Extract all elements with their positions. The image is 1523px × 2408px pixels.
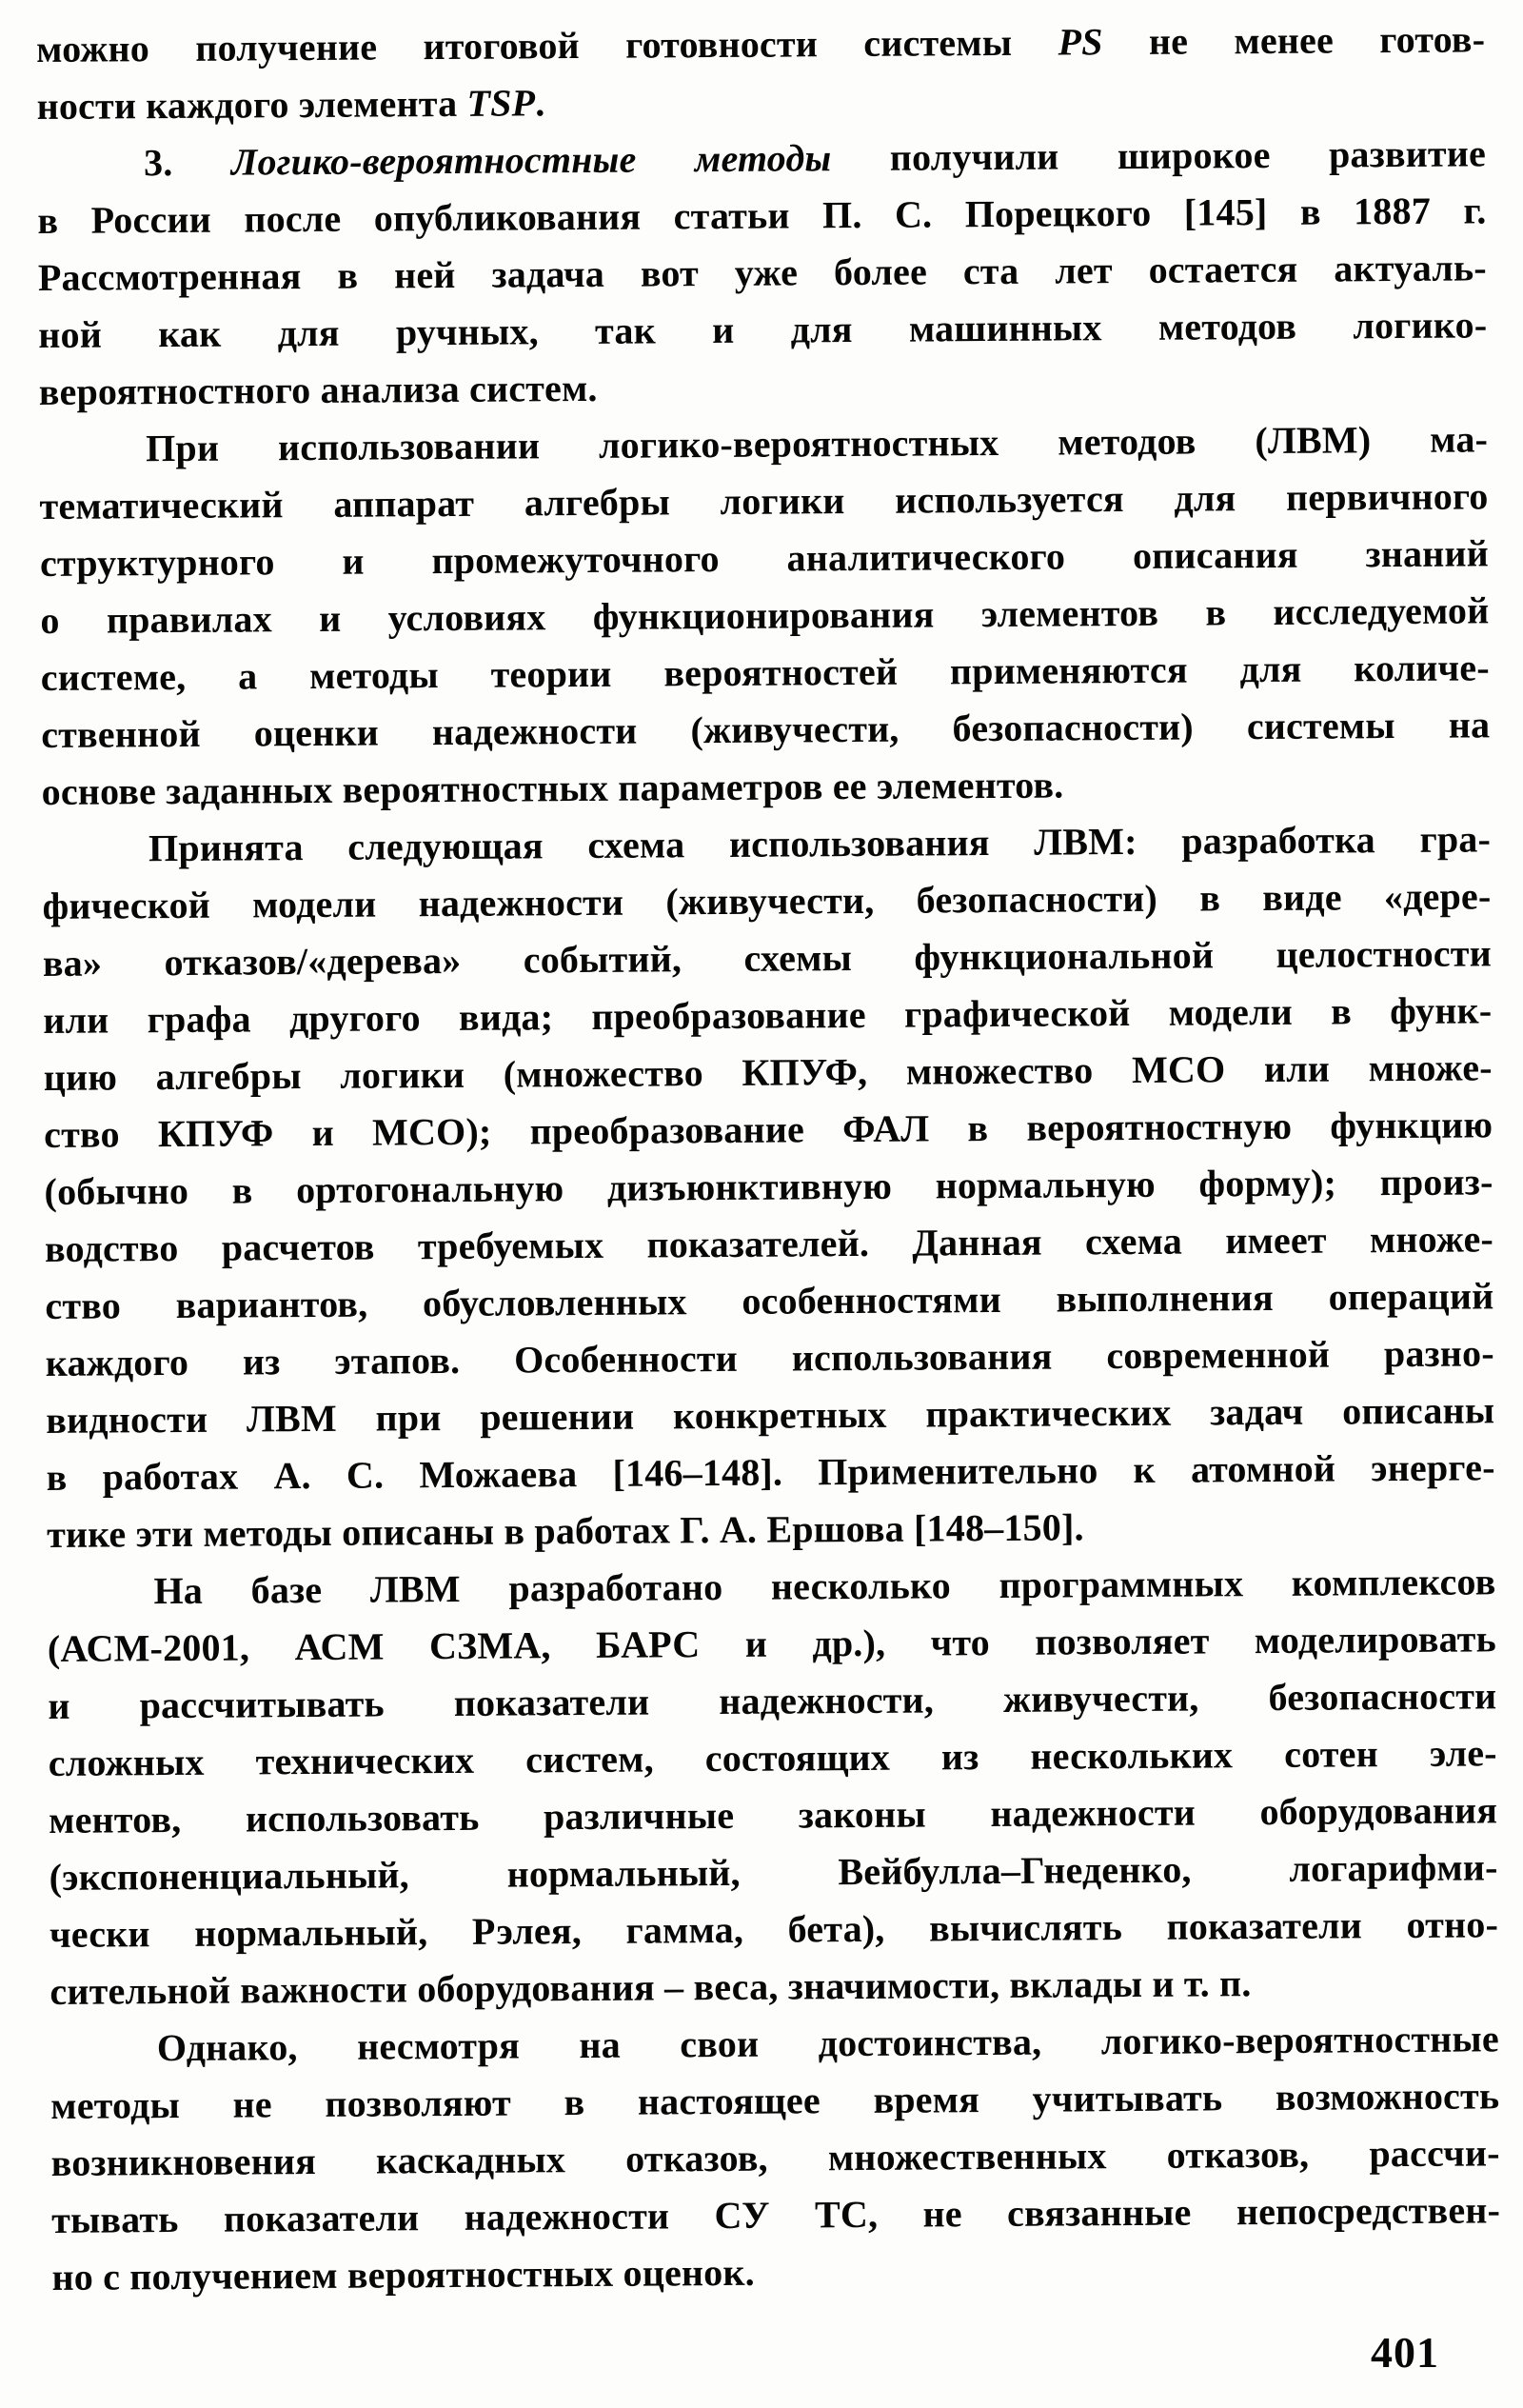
body-text: 3. [143,140,232,185]
body-text: Рассмотренная в ней задача вот уже более ста лет остается актуаль- [37,246,1488,299]
page-text [36,10,1501,2306]
body-text: но с получением вероятностных оценок. [51,2250,756,2299]
text-line [49,1896,1498,1963]
text-line [44,1039,1493,1106]
body-text: каждого из этапов. Особенности использования современной разно- [45,1331,1494,1384]
body-text: тывать показатели надежности СУ ТС, не связанные непосредствен- [50,2188,1501,2241]
body-text: водство расчетов требуемых показателей. Данная схема имеет множе- [44,1217,1494,1270]
body-text: Принята следующая схема использования ЛВМ: разработка гра- [148,817,1492,870]
body-text: в России после опубликования статьи П. С. Порецкого [145] в 1887 г. [37,189,1487,242]
body-text: ной как для ручных, так и для машинных методов логико- [38,303,1488,356]
body-text: Однако, несмотря на свои достоинства, логико-вероятностные [156,2017,1499,2070]
text-line [38,239,1487,307]
text-line [40,525,1489,592]
body-text: возникновения каскадных отказов, множественных отказов, рассчи- [50,2131,1500,2184]
body-text: ности каждого элемента [36,81,467,128]
body-text: методы не позволяют в настоящее время учитывать возможность [50,2074,1500,2127]
text-line [42,867,1491,935]
text-line [48,1667,1496,1735]
text-line [38,296,1487,364]
body-text: чески нормальный, Рэлея, гамма, бета), вычислять показатели отно- [49,1902,1499,1956]
emphasis-text: TSP [466,81,536,125]
body-text: (обычно в ортогональную дизъюнктивную нормальную форму); произ- [44,1160,1493,1213]
body-text: ва» отказов/«дерева» событий, схемы функциональной целостности [42,931,1493,985]
text-line [49,1724,1497,1792]
text-line [43,982,1492,1049]
text-line [46,1439,1494,1506]
paragraph [37,125,1488,421]
text-line [39,468,1488,535]
body-text: тике эти методы описаны в работах Г. А. Ершова [148–150]. [46,1505,1084,1556]
page-number: 401 [1371,2328,1439,2377]
body-text: ство КПУФ и МСО); преобразование ФАЛ в вероятностную функцию [44,1103,1493,1156]
text-line [41,639,1490,706]
body-text: сложных технических систем, состоящих из нескольких сотен эле- [48,1731,1497,1784]
paragraph [42,810,1495,1563]
body-text: о правилах и условиях функционирования элементов в исследуемой [40,588,1490,642]
text-line [51,2239,1500,2306]
body-text: системе, а методы теории вероятностей применяются для количе- [40,646,1490,699]
text-line [37,125,1486,192]
paragraph [50,2010,1501,2306]
body-text: фической модели надежности (живучести, безопасности) в виде «дере- [42,874,1492,927]
text-line [45,1267,1493,1335]
paragraph [36,10,1486,135]
body-text: и рассчитывать показатели надежности, живучести, безопасности [48,1674,1497,1727]
emphasis-text: Логико-вероятностные методы [230,136,832,184]
text-line [48,1610,1496,1678]
paragraph [47,1553,1498,2020]
paragraph [39,410,1491,821]
text-line [49,1839,1497,1906]
text-line [50,2010,1499,2078]
text-line [49,1953,1498,2020]
text-line [39,410,1488,478]
body-text: или графа другого вида; преобразование графической модели в функ- [43,988,1493,1042]
text-line [40,582,1489,649]
body-text: получили широкое развитие [831,131,1487,180]
text-line [37,182,1486,249]
body-text: не менее готов- [1102,17,1486,64]
body-text: структурного и промежуточного аналитического описания знаний [39,531,1490,585]
text-line [47,1496,1495,1563]
text-line [44,1096,1493,1164]
body-text: . [535,81,545,125]
text-line [50,2067,1499,2135]
body-text: основе заданных вероятностных параметров ее элементов. [41,763,1064,813]
body-text: ство вариантов, обусловленных особенностями выполнения операций [45,1274,1494,1327]
body-text: При использовании логико-вероятностных методов (ЛВМ) ма- [145,417,1489,470]
body-text: можно получение итоговой готовности системы [36,20,1058,70]
text-line [49,1781,1497,1849]
text-line [39,353,1488,421]
text-line [47,1553,1495,1621]
text-line [45,1210,1493,1278]
text-line [41,753,1490,821]
text-line [42,810,1491,878]
text-line [44,1153,1493,1221]
body-text: вероятностного анализа систем. [38,366,598,413]
text-line [46,1382,1494,1449]
body-text: цию алгебры логики (множество КПУФ, множество МСО или множе- [43,1045,1493,1099]
body-text: тематический аппарат алгебры логики используется для первичного [39,474,1489,527]
text-line [50,2124,1499,2192]
body-text: в работах А. С. Можаева [146–148]. Применительно к атомной энерге- [46,1445,1495,1499]
body-text: (экспоненциальный, нормальный, Вейбулла–Гнеденко, логарифми- [49,1845,1498,1899]
body-text: ментов, использовать различные законы надежности оборудования [49,1788,1498,1841]
text-line [36,68,1485,135]
body-text: (АСМ-2001, АСМ СЗМА, БАРС и др.), что позволяет моделировать [47,1617,1497,1670]
body-text: видности ЛВМ при решении конкретных практических задач описаны [46,1388,1495,1442]
text-line [36,10,1485,78]
emphasis-text: PS [1058,20,1103,64]
body-text: сительной важности оборудования – веса, значимости, вклады и т. п. [49,1961,1252,2013]
text-line [41,696,1490,764]
text-line [43,925,1492,992]
text-line [51,2181,1500,2249]
body-text: На базе ЛВМ разработано несколько программных комплексов [153,1560,1496,1613]
text-line [46,1324,1494,1392]
body-text: ственной оценки надежности (живучести, безопасности) системы на [41,703,1491,756]
